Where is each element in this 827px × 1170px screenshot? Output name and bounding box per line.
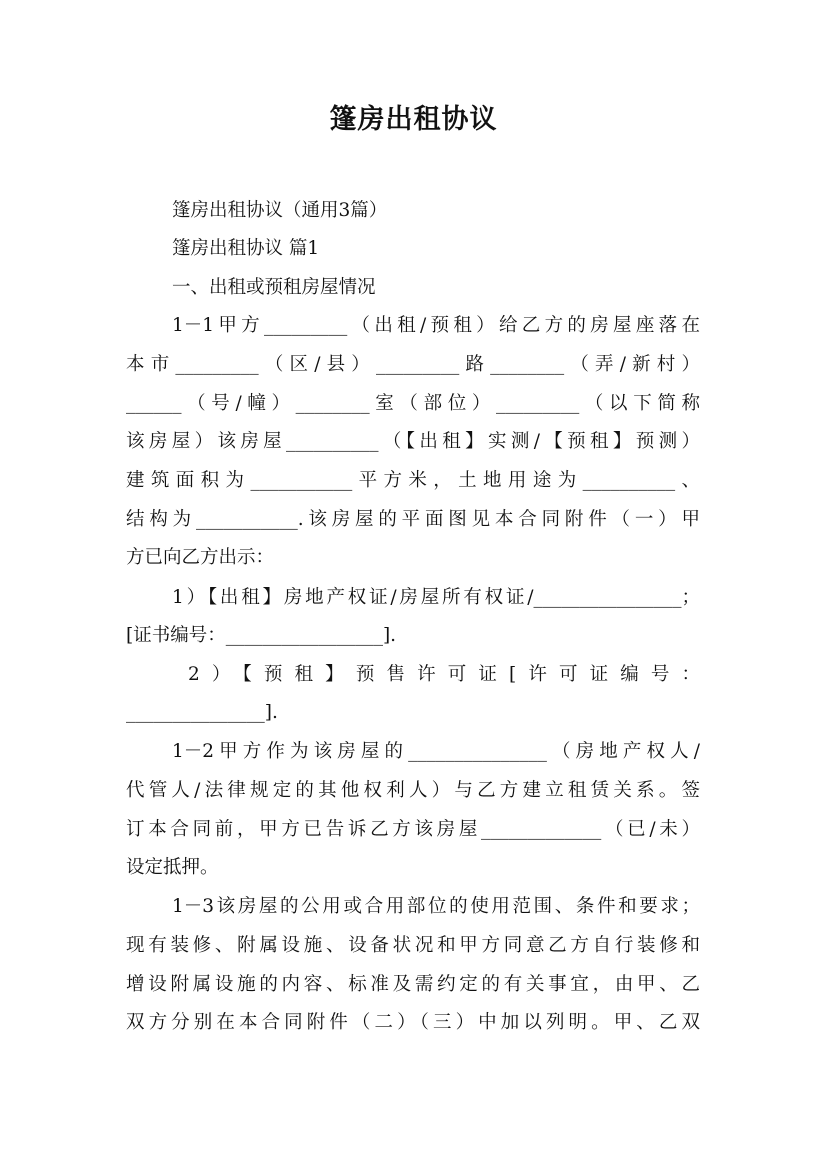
text-line: 订本合同前，甲方已告诉乙方该房屋_____________（已/未） (126, 819, 700, 840)
text-line-clause-heading: 一、出租或预租房屋情况 (172, 277, 376, 298)
text-line: 1－3该房屋的公用或合用部位的使用范围、条件和要求； (172, 896, 700, 917)
text-line: 方已向乙方出示： (126, 547, 275, 568)
text-line-subtitle: 篷房出租协议（通用3篇） (172, 200, 388, 221)
text-line: 2）【预租】预售许可证[许可证编号： (188, 664, 700, 685)
text-line: 本市_________（区/县）_________路________（弄/新村） (126, 354, 700, 375)
text-line: 结构为___________.该房屋的平面图见本合同附件（一）甲 (126, 509, 700, 530)
text-line: ______（号/幢）________室（部位）_________（以下简称 (126, 393, 700, 414)
text-line: 1－1甲方_________（出租/预租）给乙方的房屋座落在 (172, 315, 700, 336)
text-line-section-heading: 篷房出租协议 篇1 (172, 238, 320, 259)
text-line: 增设附属设施的内容、标准及需约定的有关事宜，由甲、乙 (126, 974, 700, 995)
text-line: 1）【出租】房地产权证/房屋所有权证/________________； (172, 587, 700, 608)
text-line: 双方分别在本合同附件（二）（三）中加以列明。甲、乙双 (126, 1012, 700, 1033)
text-line: 该房屋）该房屋__________（【出租】实测/【预租】预测） (126, 431, 700, 452)
text-line: 现有装修、附属设施、设备状况和甲方同意乙方自行装修和 (126, 935, 700, 956)
text-line: 建筑面积为___________平方米，土地用途为__________、 (126, 470, 700, 491)
document-title: 篷房出租协议 (329, 104, 498, 135)
text-line: _______________]. (126, 702, 278, 723)
text-line: 代管人/法律规定的其他权利人）与乙方建立租赁关系。签 (126, 780, 700, 801)
text-line: [证书编号：_________________]. (126, 625, 397, 646)
text-line: 1－2甲方作为该房屋的_______________（房地产权人/ (172, 741, 700, 762)
text-line: 设定抵押。 (126, 857, 219, 878)
